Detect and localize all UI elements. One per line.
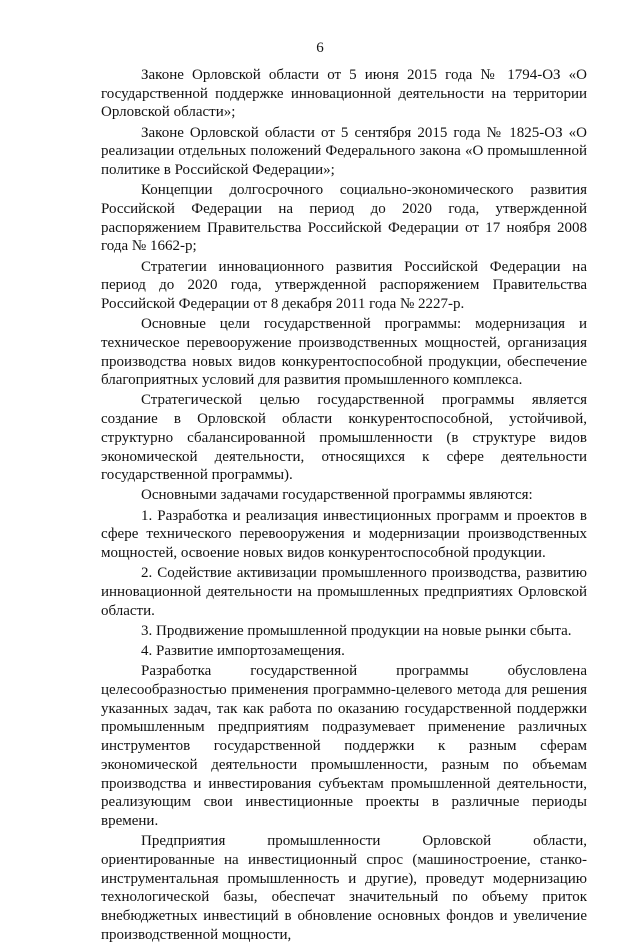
paragraph-task-2: 2. Содействие активизации промышленного производства, развитию инновационной деятельности на промышленных предприятиях Орловской области. — [101, 565, 587, 619]
paragraph-task-1: 1. Разработка и реализация инвестиционных программ и проектов в сфере технического перевооружения и модернизации производственных мощностей, освоение новых видов конкурентоспособной продукции. — [101, 507, 587, 562]
paragraph-concept-2020: Концепции долгосрочного социально-экономического развития Российской Федерации на период до 2020 года, утвержденной распоряжением Правительства Российской Федерации от 17 ноября 2008 года № 1662-р; — [101, 182, 587, 255]
paragraph-law-1825: Законе Орловской области от 5 сентября 2015 года № 1825-ОЗ «О реализации отдельных положений Федерального закона «О промышленной политике в Российской Федерации»; — [101, 124, 587, 179]
document-body — [101, 66, 587, 946]
paragraph-tasks-intro: Основными задачами государственной программы являются: — [141, 487, 533, 504]
paragraph-strategic-goal: Стратегической целью государственной программы является создание в Орловской области конкурентоспособной, устойчивой, структурно сбалансированной промышленности (в структуре видов экономической деятельности, относящихся к сфере деятельности государственной программы). — [101, 392, 587, 484]
paragraph-enterprises: Предприятия промышленности Орловской области, ориентированные на инвестиционный спрос (машиностроение, станко-инструментальная промышленность и другие), проведут модернизацию технологической базы, обеспечат значительный по объему приток внебюджетных инвестиций в обновление основных фондов и увеличение производственной мощности, — [101, 833, 587, 943]
page-number: 6 — [316, 40, 324, 56]
paragraph-task-4: 4. Развитие импортозамещения. — [141, 643, 345, 660]
paragraph-strategy-2020: Стратегии инновационного развития Российской Федерации на период до 2020 года, утвержденной распоряжением Правительства Российской Федерации от 8 декабря 2011 года № 2227-р. — [101, 258, 587, 312]
paragraph-law-1794: Законе Орловской области от 5 июня 2015 года № 1794-ОЗ «О государственной поддержке инновационной деятельности на территории Орловской области»; — [101, 67, 587, 121]
paragraph-main-goals: Основные цели государственной программы: модернизация и техническое перевооружение производственных мощностей, организация производства новых видов конкурентоспособной продукции, обеспечение благоприятных условий для развития промышленного комплекса. — [101, 316, 587, 389]
paragraph-task-3: 3. Продвижение промышленной продукции на новые рынки сбыта. — [141, 622, 572, 639]
paragraph-program-rationale: Разработка государственной программы обусловлена целесообразностью применения программно-целевого метода для решения указанных задач, так как работа по оказанию государственной поддержки промышленным предприятиям подразумевает применение различных инструментов государственной поддержки к разным сферам экономической деятельности промышленности, разным по объемам производства и инвестирования субъектам промышленной деятельности, реализующим свои инвестиционные проекты в различные периоды времени. — [101, 663, 587, 829]
